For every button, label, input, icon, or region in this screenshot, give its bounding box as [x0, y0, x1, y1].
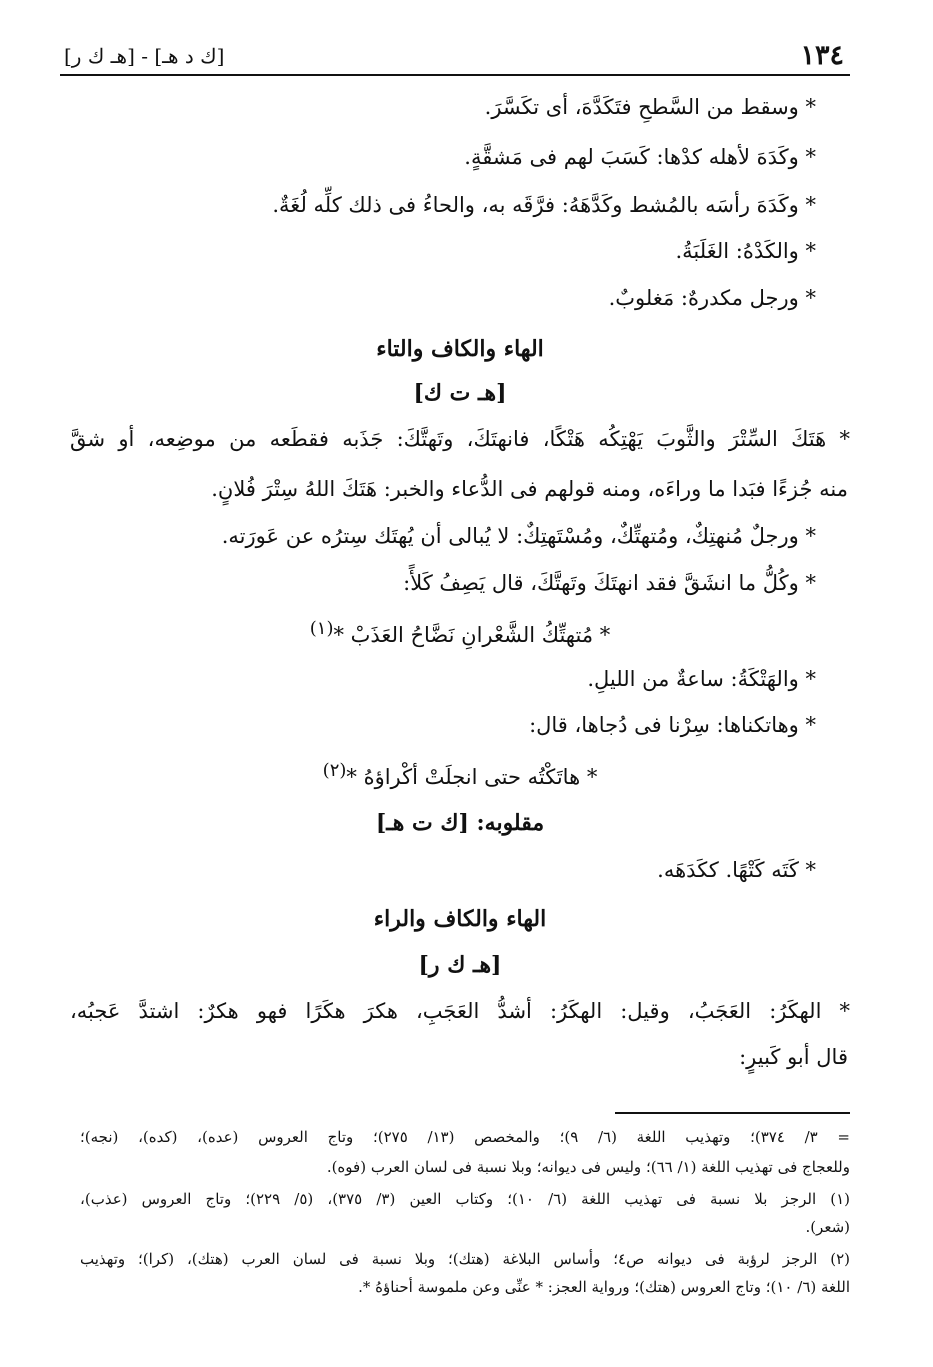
- footnote-line: (شعر).: [805, 1218, 850, 1236]
- header-rule: [60, 74, 850, 76]
- footnote-line: وللعجاج فى تهذيب اللغة (١/ ٦٦)؛ وليس فى ديوانه؛ وبلا نسبة فى لسان العرب (فوه).: [326, 1158, 850, 1176]
- verse-text: * هاتَكْتُه حتى انجلَتْ أكْراؤهُ *: [346, 765, 598, 789]
- root-range: [ك د هـ] - [هـ ك ر]: [64, 44, 225, 68]
- footnote-line: (١) الرجز بلا نسبة فى تهذيب اللغة (٦/ ١٠)؛ وكتاب العين (٣/ ٣٧٥)، (٥/ ٢٢٩)؛ وتاج العروس (عذب)،: [80, 1190, 851, 1208]
- entry-line: * كَتَه كَتْهًا. ككَدَهَه.: [657, 858, 816, 882]
- entry-line: * وكَدَهَ لأهله كدْها: كَسَبَ لهم فى مَشقَّةٍ.: [464, 145, 816, 169]
- page-number: ١٣٤: [800, 40, 844, 71]
- verse-text: * مُتهتِّكُ الشَّعْرانِ نَضَّاحُ العَذَبْ *: [333, 623, 611, 647]
- entry-line: * الهكَرُ: العَجَبُ، وقيل: الهكَرُ: أشدُّ العَجَبِ، هكرَ هكَرًا فهو هكرٌ: اشتدَّ عَجبُه،: [70, 999, 850, 1023]
- entry-line: * ورجلٌ مُنهتِكٌ، ومُتهتِّكٌ، ومُسْتَهتِكٌ: لا يُبالى أن يُهتَك سِترُه عن عَورَته.: [221, 524, 816, 548]
- entry-line: * هَتَكَ السِّتْرَ والثَّوبَ يَهْتِكُه هَتْكًا، فانهتَكَ، وتَهتَّكَ: جَذَبه فقطَعه من موضِعه، أو شقَّ: [70, 427, 850, 451]
- footnote-marker: (٢): [322, 760, 347, 781]
- entry-line: * والكَدْهُ: الغَلَبَةُ.: [675, 239, 816, 263]
- verse-line: [60, 756, 860, 792]
- section-heading: الهاء والكاف والراء: [373, 906, 547, 932]
- entry-line: * وكُلُّ ما انشَقَّ فقد انهتَكَ وتَهتَّكَ، قال يَصِفُ كَلأً:: [403, 571, 816, 595]
- root-heading: [هـ ك ر]: [418, 952, 502, 978]
- entry-line: * وهاتكناها: سِرْنا فى دُجاها، قال:: [529, 713, 816, 737]
- root-heading: [هـ ت ك]: [413, 380, 507, 406]
- footnote-line: اللغة (٦/ ١٠)؛ وتاج العروس (هتك)؛ ورواية العجز: * عنِّى وعن ملموسة أحناؤهُ *.: [358, 1278, 850, 1296]
- verse-line: [60, 614, 860, 650]
- footnote-rule: [615, 1112, 850, 1114]
- running-header: [60, 38, 850, 76]
- entry-line: * ورجل مكدرهٌ: مَغلوبٌ.: [608, 286, 816, 310]
- entry-line: * وكَدَهَ رأسَه بالمُشط وكَدَّهَهُ: فرَّقَه به، والحاءُ فى ذلك كلِّه لُغَةٌ.: [272, 193, 816, 217]
- entry-line: * والهَتْكَةُ: ساعةٌ من الليلِ.: [587, 667, 816, 691]
- entry-line: * وسقط من السَّطحِ فتَكَدَّهَ، أى تكَسَّرَ.: [484, 95, 816, 119]
- entry-line: قال أبو كَبيرٍ:: [739, 1045, 848, 1069]
- section-heading: مقلوبه: [ك ت هـ]: [375, 810, 545, 836]
- section-heading: الهاء والكاف والتاء: [376, 336, 544, 362]
- footnote-line: = ٣/ ٣٧٤)؛ وتهذيب اللغة (٦/ ٩)؛ والمخصص (١٣/ ٢٧٥)؛ وتاج العروس (عده)، (كده)، (نجه)؛: [80, 1128, 850, 1146]
- footnote-line: (٢) الرجز لرؤبة فى ديوانه ص٤؛ وأساس البلاغة (هتك)؛ وبلا نسبة فى لسان العرب (هتك)، (كرا)؛ وتهذيب: [80, 1250, 851, 1268]
- footnote-marker: (١): [309, 618, 334, 639]
- entry-line: منه جُزءًا فبَدا ما وراءَه، ومنه قولهم فى الدُّعاء والخبر: هَتَكَ اللهُ سِتْرَ فُلانٍ.: [211, 477, 848, 501]
